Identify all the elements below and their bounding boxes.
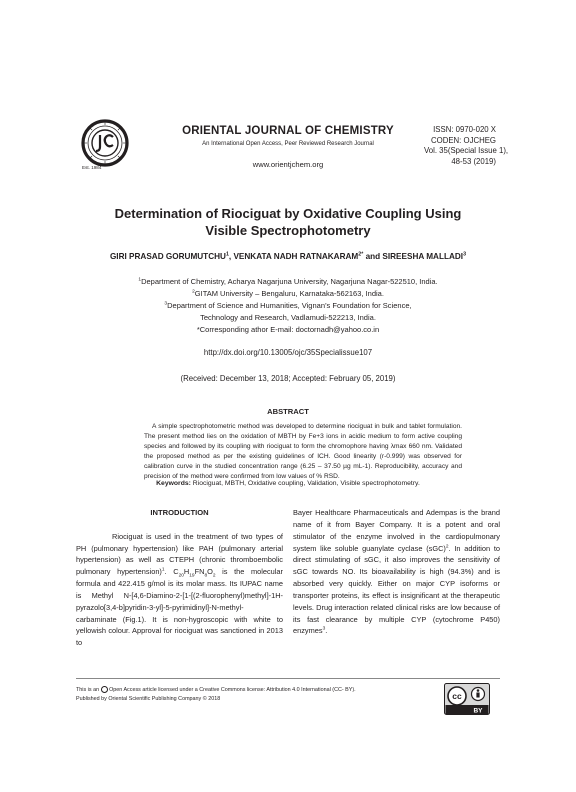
author-separator: and <box>363 252 383 261</box>
established-year: Est. 1984 <box>82 165 102 170</box>
abstract-body <box>144 422 462 483</box>
pages: 48-53 (2019) <box>451 156 496 166</box>
author-list <box>0 252 576 261</box>
received-dates: (Received: December 13, 2018; Accepted: February 05, 2019) <box>180 374 396 383</box>
section-heading-introduction: INTRODUCTION <box>150 508 209 517</box>
title-line-2: Visible Spectrophotometry <box>205 223 371 238</box>
author-1: GIRI PRASAD GORUMUTCHU <box>109 252 226 261</box>
open-access-icon <box>101 686 108 693</box>
cc-label: cc <box>452 691 462 701</box>
keywords-label: Keywords: <box>156 480 191 487</box>
author-separator: , <box>228 252 234 261</box>
keywords-list: Riociguat, MBTH, Oxidative coupling, Validation, Visible spectrophotometry. <box>192 480 420 487</box>
journal-subtitle: An International Open Access, Peer Reviewed Research Journal <box>202 141 374 147</box>
affiliation-3-cont: Technology and Research, Vadlamudi-522213, India. <box>200 313 376 323</box>
intro-paragraph-2: Bayer Healthcare Pharmaceuticals and Adempas is the brand name of it from Bayer Company. It is a potent and oral stimulator of the enzyme involved in the cardiopulmonary system like soluble guanylate cyclase (sGC)$^2$. In addition to direct stimulating of sGC, it also improves the sensitivity of sGC towards NO. Its bioavailability is high (94.3%) and is absorbed very quickly. Either on major CYP isoforms or transporter proteins, its effect is insignificant at the therapeutic levels. Drug interaction related clinical risks are low because of its fast clearance by multiple CYP (cytochrome P450) enzymes$^3$. <box>293 508 500 636</box>
license-link[interactable]: Open Access article licensed under a Creative Commons license: Attribution 4.0 International (CC- BY). <box>109 687 356 693</box>
author-3: SIREESHA MALLADI <box>382 252 464 261</box>
creative-commons-by-icon[interactable] <box>444 683 490 715</box>
author-2-affil: 2* <box>358 251 364 258</box>
journal-identifiers <box>424 125 509 167</box>
volume: Vol. 35(Special Issue 1), <box>424 146 509 155</box>
issn: ISSN: 0970-020 X <box>433 125 496 134</box>
article-title <box>60 205 516 239</box>
abstract-text: A simple spectrophotometric method was developed to determine riociguat in bulk and tablet formulation. The present method lies on the oxidation of MBTH by Fe+3 ions in acidic medium to form active coupling species and followed by its coupling with riociguat to form the chromophore having λmax 660 nm. Validated the proposed method as per the existing guidelines of ICH. Good linearity (r-0.999) was observed for calibration curve in the studied concentration range (6.25 – 37.50 µg mL-1). Reproducibility, accuracy and precision of the method were confirmed from low values of % RSD. <box>144 423 462 481</box>
author-2: VENKATA NADH RATNAKARAM <box>233 252 359 261</box>
affiliation-1: $^1$Department of Chemistry, Acharya Nagarjuna University, Nagarjuna Nagar-522510, India. <box>138 277 438 286</box>
license-notice: This is an Open Access article licensed under a Creative Commons license: Attribution 4.0 International (CC- BY). Published by Oriental Scientific Publishing Company © 2018 <box>76 687 356 702</box>
coden: CODEN: OJCHEG <box>431 135 496 145</box>
journal-website-link[interactable]: www.orientjchem.org <box>252 160 324 169</box>
affiliation-2: $^2$GITAM University – Bengaluru, Karnataka-562163, India. <box>192 289 384 299</box>
column-left <box>76 507 283 649</box>
keywords <box>0 480 576 487</box>
column-right <box>293 507 500 637</box>
journal-name: ORIENTAL JOURNAL OF CHEMISTRY <box>182 125 394 137</box>
title-line-1: Determination of Riociguat by Oxidative Coupling Using <box>114 206 462 221</box>
intro-paragraph-1: Riociguat is used in the treatment of two types of PH (pulmonary hypertension) like PAH (pulmonary arterial hypertension) as well as CTEPH (chronic thromboembolic pulmonary hypertension)$^1$. $C_{20}H_{19}FN_8O_2$ is the molecular formula and 422.415 g/mol is its molar mass. Its IUPAC name is Methyl N-[4,6-Diamino-2-[1-[(2-fluorophenyl)methyl]-1H-pyrazolo[3,4-b]pyridin-3-yl]-5-pyrimidinyl]-N-methyl-carbaminate (Fig.1). It is non-hygroscopic with white to yellowish colour. Approval for riociguat was sanctioned in 2013 to <box>76 531 283 648</box>
footer-divider <box>76 678 500 679</box>
abstract-heading: ABSTRACT <box>267 407 309 416</box>
doi-link[interactable]: http://dx.doi.org/10.13005/ojc/35Specialissue107 <box>203 348 373 357</box>
author-3-affil: 3 <box>463 251 467 258</box>
affiliation-3: $^3$Department of Science and Humanities, Vignan’s Foundation for Science, <box>164 301 412 311</box>
corresponding-author-email[interactable]: *Corresponding athor E-mail: doctornadh@yahoo.co.in <box>196 325 380 335</box>
author-1-affil: 1 <box>225 251 229 258</box>
by-label: BY <box>473 707 483 715</box>
affiliations <box>80 276 496 336</box>
publisher: Published by Oriental Scientific Publishing Company © 2018 <box>76 696 221 702</box>
